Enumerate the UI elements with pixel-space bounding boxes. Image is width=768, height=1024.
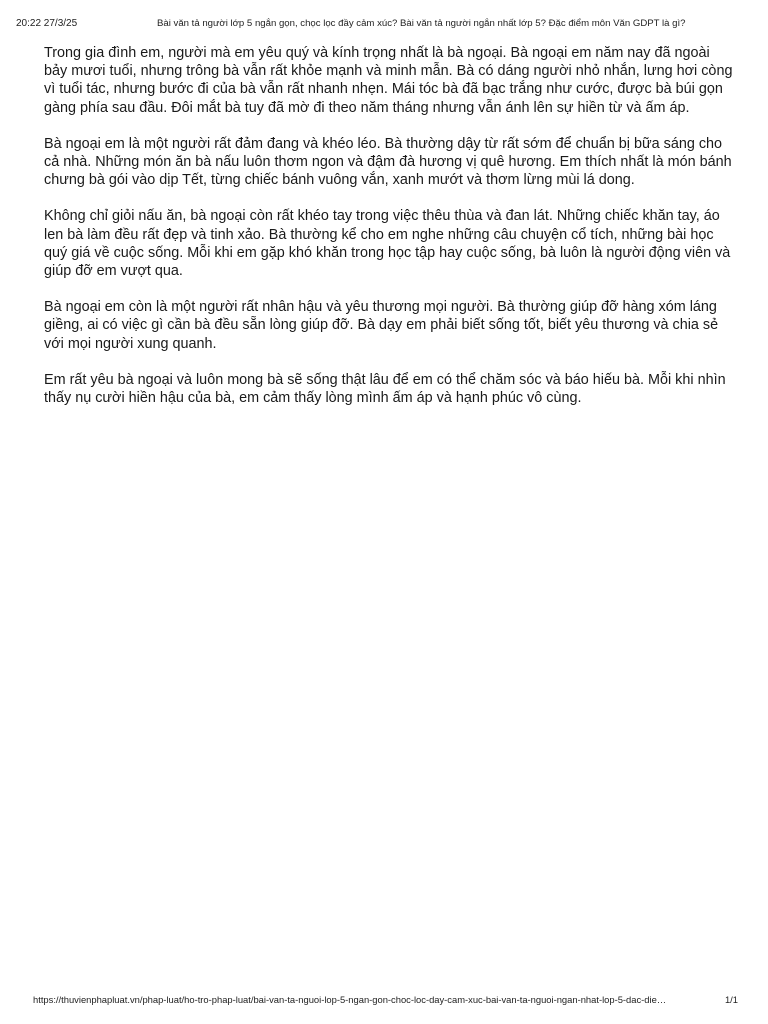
print-footer [0, 990, 768, 1010]
paragraph-5: Em rất yêu bà ngoại và luôn mong bà sẽ sống thật lâu để em có thể chăm sóc và báo hiếu bà. Mỗi khi nhìn thấy nụ cười hiền hậu của bà, em cảm thấy lòng mình ấm áp và hạnh phúc vô cùng. [44, 371, 726, 407]
print-header [0, 0, 768, 38]
article-body [44, 44, 734, 425]
print-page-title: Bài văn tả người lớp 5 ngắn gọn, chọc lọc đầy cảm xúc? Bài văn tả người ngắn nhất lớp 5? Đặc điểm môn Văn GDPT là gì? [157, 18, 686, 29]
paragraph-3: Không chỉ giỏi nấu ăn, bà ngoại còn rất khéo tay trong việc thêu thùa và đan lát. Những chiếc khăn tay, áo len bà làm đều rất đẹp và tinh xảo. Bà thường kể cho em nghe những câu chuyện cổ tích, những bài học quý giá về cuộc sống. Mỗi khi em gặp khó khăn trong học tập hay cuộc sống, bà luôn là người động viên và giúp đỡ em vượt qua. [44, 208, 731, 280]
print-datetime: 20:22 27/3/25 [16, 18, 78, 29]
print-source-url: https://thuvienphapluat.vn/phap-luat/ho-tro-phap-luat/bai-van-ta-nguoi-lop-5-ngan-gon-choc-loc-day-cam-xuc-bai-van-ta-nguoi-ngan-nhat-lop-5-dac-die… [33, 994, 667, 1005]
paragraph-2: Bà ngoại em là một người rất đảm đang và khéo léo. Bà thường dậy từ rất sớm để chuẩn bị bữa sáng cho cả nhà. Những món ăn bà nấu luôn thơm ngon và đậm đà hương vị quê hương. Em thích nhất là món bánh chưng bà gói vào dịp Tết, từng chiếc bánh vuông vắn, xanh mướt và thơm lừng mùi lá dong. [44, 135, 732, 189]
paragraph-4: Bà ngoại em còn là một người rất nhân hậu và yêu thương mọi người. Bà thường giúp đỡ hàng xóm láng giềng, ai có việc gì cần bà đều sẵn lòng giúp đỡ. Bà dạy em phải biết sống tốt, biết yêu thương và chia sẻ với mọi người xung quanh. [44, 299, 719, 352]
page-number: 1/1 [724, 994, 738, 1005]
paragraph-1: Trong gia đình em, người mà em yêu quý và kính trọng nhất là bà ngoại. Bà ngoại em năm nay đã ngoài bảy mươi tuổi, nhưng trông bà vẫn rất khỏe mạnh và minh mẫn. Bà có dáng người nhỏ nhắn, lưng hơi còng vì tuổi tác, nhưng bước đi của bà vẫn rất nhanh nhẹn. Mái tóc bà đã bạc trắng như cước, được bà búi gọn gàng phía sau đầu. Đôi mắt bà tuy đã mờ đi theo năm tháng nhưng vẫn ánh lên sự hiền từ và ấm áp. [44, 45, 733, 116]
